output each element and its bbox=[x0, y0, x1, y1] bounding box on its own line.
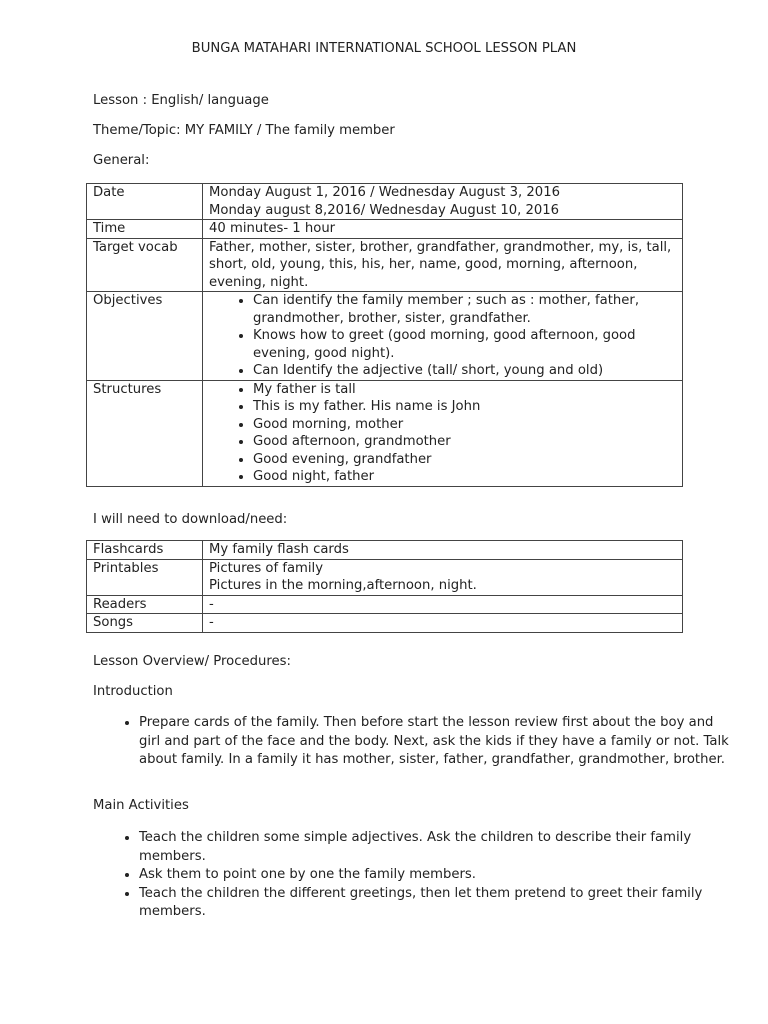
objectives-label: Objectives bbox=[87, 292, 203, 381]
list-item: • Good night, father bbox=[253, 468, 676, 486]
date-line: Monday august 8,2016/ Wednesday August 10, 2016 bbox=[209, 202, 560, 218]
readers-value: - bbox=[203, 595, 683, 614]
objectives-list bbox=[209, 292, 676, 380]
table-row bbox=[87, 184, 683, 220]
intro-list bbox=[93, 714, 729, 770]
list-item: • Prepare cards of the family. Then before start the lesson review first about the boy and girl and part of the face and the body. Next, ask the kids if they have a family or not. Talk about family. In a family it has mother, sister, father, grandfather, grandmother, brother. bbox=[139, 714, 729, 770]
list-item: • Teach the children some simple adjectives. Ask the children to describe their family members. bbox=[139, 829, 729, 866]
vocab-label: Target vocab bbox=[87, 238, 203, 292]
general-heading: General: bbox=[93, 153, 150, 168]
list-item: • Teach the children the different greetings, then let them pretend to greet their family members. bbox=[139, 885, 729, 922]
printables-value bbox=[203, 559, 683, 595]
table-row bbox=[87, 238, 683, 292]
lesson-line: Lesson : English/ language bbox=[93, 93, 269, 108]
time-value: 40 minutes- 1 hour bbox=[203, 220, 683, 239]
theme-line: Theme/Topic: MY FAMILY / The family member bbox=[93, 123, 395, 138]
list-item: • Good morning, mother bbox=[253, 416, 676, 434]
list-item: • Good evening, grandfather bbox=[253, 451, 676, 469]
page-title: BUNGA MATAHARI INTERNATIONAL SCHOOL LESSON PLAN bbox=[191, 41, 577, 56]
structures-list bbox=[209, 381, 676, 486]
table-row bbox=[87, 614, 683, 633]
date-line: Monday August 1, 2016 / Wednesday August 3, 2016 bbox=[209, 185, 560, 200]
needs-heading: I will need to download/need: bbox=[93, 512, 288, 527]
table-row bbox=[87, 220, 683, 239]
songs-label: Songs bbox=[87, 614, 203, 633]
structures-value bbox=[203, 380, 683, 486]
table-row bbox=[87, 380, 683, 486]
list-item: • Ask them to point one by one the family members. bbox=[139, 866, 729, 885]
flashcards-value: My family flash cards bbox=[203, 541, 683, 560]
list-item: • Can identify the family member ; such as : mother, father, grandmother, brother, sister, grandfather. bbox=[253, 292, 676, 327]
table-row bbox=[87, 292, 683, 381]
list-item: • My father is tall bbox=[253, 381, 676, 399]
list-item: • Knows how to greet (good morning, good afternoon, good evening, good night). bbox=[253, 327, 676, 362]
readers-label: Readers bbox=[87, 595, 203, 614]
overview-heading: Lesson Overview/ Procedures: bbox=[93, 654, 291, 669]
table-row bbox=[87, 541, 683, 560]
main-activities-heading: Main Activities bbox=[93, 798, 189, 813]
needs-table bbox=[86, 540, 683, 633]
date-value bbox=[203, 184, 683, 220]
printables-label: Printables bbox=[87, 559, 203, 595]
general-table bbox=[86, 183, 683, 487]
objectives-value bbox=[203, 292, 683, 381]
vocab-value: Father, mother, sister, brother, grandfather, grandmother, my, is, tall, short, old, young, this, his, her, name, good, morning, afternoon, evening, night. bbox=[203, 238, 683, 292]
time-label: Time bbox=[87, 220, 203, 239]
intro-heading: Introduction bbox=[93, 684, 173, 699]
list-item: • This is my father. His name is John bbox=[253, 398, 676, 416]
main-activities-list bbox=[93, 829, 729, 922]
songs-value: - bbox=[203, 614, 683, 633]
printables-line: Pictures in the morning,afternoon, night. bbox=[209, 578, 477, 593]
table-row bbox=[87, 595, 683, 614]
flashcards-label: Flashcards bbox=[87, 541, 203, 560]
table-row bbox=[87, 559, 683, 595]
date-label: Date bbox=[87, 184, 203, 220]
structures-label: Structures bbox=[87, 380, 203, 486]
list-item: • Good afternoon, grandmother bbox=[253, 433, 676, 451]
printables-line: Pictures of family bbox=[209, 560, 324, 576]
list-item: • Can Identify the adjective (tall/ short, young and old) bbox=[253, 362, 676, 380]
